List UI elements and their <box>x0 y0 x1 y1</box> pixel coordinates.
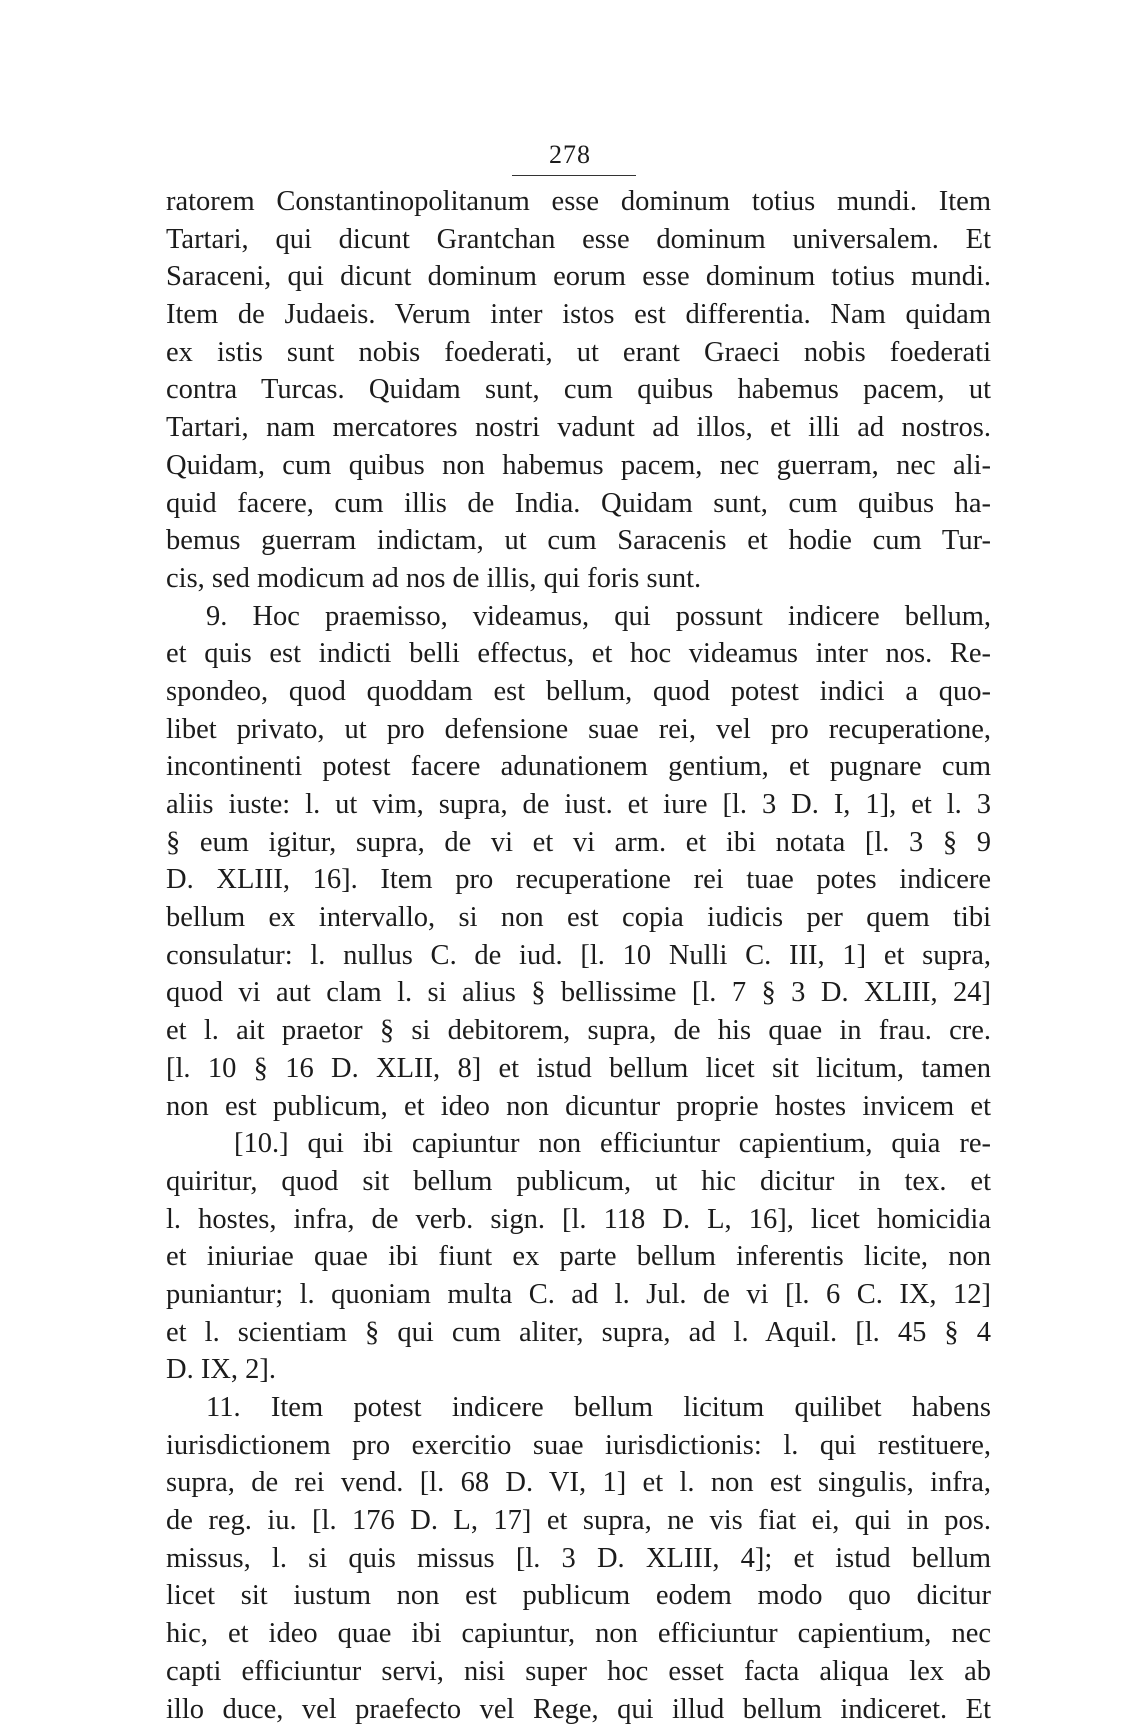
text-line: contra Turcas. Quidam sunt, cum quibus habemus pacem, ut <box>166 371 991 409</box>
text-line: bellum ex intervallo, si non est copia iudicis per quem tibi <box>166 899 991 937</box>
text-line: Quidam, cum quibus non habemus pacem, nec guerram, nec ali- <box>166 447 991 485</box>
text-line: ex istis sunt nobis foederati, ut erant Graeci nobis foederati <box>166 334 991 372</box>
text-line: incontinenti potest facere adunationem gentium, et pugnare cum <box>166 748 991 786</box>
text-line: l. hostes, infra, de verb. sign. [l. 118 D. L, 16], licet homicidia <box>166 1201 991 1239</box>
text-line: bemus guerram indictam, ut cum Saracenis et hodie cum Tur- <box>166 522 991 560</box>
text-line: non est publicum, et ideo non dicuntur proprie hostes invicem et <box>166 1088 991 1126</box>
text-line: D. XLIII, 16]. Item pro recuperatione rei tuae potes indicere <box>166 861 991 899</box>
text-line: et l. scientiam § qui cum aliter, supra, ad l. Aquil. [l. 45 § 4 <box>166 1314 991 1352</box>
text-line: puniantur; l. quoniam multa C. ad l. Jul. de vi [l. 6 C. IX, 12] <box>166 1276 991 1314</box>
text-line: et iniuriae quae ibi fiunt ex parte bellum inferentis licite, non <box>166 1238 991 1276</box>
text-line: quiritur, quod sit bellum publicum, ut hic dicitur in tex. et <box>166 1163 991 1201</box>
text-line: quod vi aut clam l. si alius § bellissime [l. 7 § 3 D. XLIII, 24] <box>166 974 991 1012</box>
text-line: consulatur: l. nullus C. de iud. [l. 10 Nulli C. III, 1] et supra, <box>166 937 991 975</box>
text-line: quid facere, cum illis de India. Quidam sunt, cum quibus ha- <box>166 485 991 523</box>
text-line: licet sit iustum non est publicum eodem modo quo dicitur <box>166 1577 991 1615</box>
text-line: spondeo, quod quoddam est bellum, quod potest indici a quo- <box>166 673 991 711</box>
text-line: de reg. iu. [l. 176 D. L, 17] et supra, ne vis fiat ei, qui in pos. <box>166 1502 991 1540</box>
text-line: aliis iuste: l. ut vim, supra, de iust. et iure [l. 3 D. I, 1], et l. 3 <box>166 786 991 824</box>
text-line: ratorem Constantinopolitanum esse dominum totius mundi. Item <box>166 183 991 221</box>
text-line: Tartari, nam mercatores nostri vadunt ad illos, et illi ad nostros. <box>166 409 991 447</box>
text-line: 9. Hoc praemisso, videamus, qui possunt indicere bellum, <box>166 598 991 636</box>
text-line: et quis est indicti belli effectus, et hoc videamus inter nos. Re- <box>166 635 991 673</box>
text-line: Tartari, qui dicunt Grantchan esse dominum universalem. Et <box>166 221 991 259</box>
text-line: iurisdictionem pro exercitio suae iurisdictionis: l. qui restituere, <box>166 1427 991 1465</box>
text-line: capti efficiuntur servi, nisi super hoc esset facta aliqua lex ab <box>166 1653 991 1691</box>
text-line: missus, l. si quis missus [l. 3 D. XLIII, 4]; et istud bellum <box>166 1540 991 1578</box>
text-line: supra, de rei vend. [l. 68 D. VI, 1] et l. non est singulis, infra, <box>166 1464 991 1502</box>
text-line: et l. ait praetor § si debitorem, supra, de his quae in frau. cre. <box>166 1012 991 1050</box>
page-number: 278 <box>0 140 1140 170</box>
text-line: [10.] qui ibi capiuntur non efficiuntur capientium, quia re- <box>166 1125 991 1163</box>
text-line: § eum igitur, supra, de vi et vi arm. et ibi notata [l. 3 § 9 <box>166 824 991 862</box>
text-line: D. IX, 2]. <box>166 1351 991 1389</box>
text-line: illo duce, vel praefecto vel Rege, qui illud bellum indiceret. Et <box>166 1691 991 1728</box>
text-line: 11. Item potest indicere bellum licitum quilibet habens <box>166 1389 991 1427</box>
text-line: cis, sed modicum ad nos de illis, qui foris sunt. <box>166 560 991 598</box>
text-line: libet privato, ut pro defensione suae rei, vel pro recuperatione, <box>166 711 991 749</box>
text-line: Item de Judaeis. Verum inter istos est differentia. Nam quidam <box>166 296 991 334</box>
header-rule <box>512 175 636 176</box>
text-line: [l. 10 § 16 D. XLII, 8] et istud bellum licet sit licitum, tamen <box>166 1050 991 1088</box>
text-line: Saraceni, qui dicunt dominum eorum esse dominum totius mundi. <box>166 258 991 296</box>
text-body <box>166 183 991 1728</box>
text-line: hic, et ideo quae ibi capiuntur, non efficiuntur capientium, nec <box>166 1615 991 1653</box>
